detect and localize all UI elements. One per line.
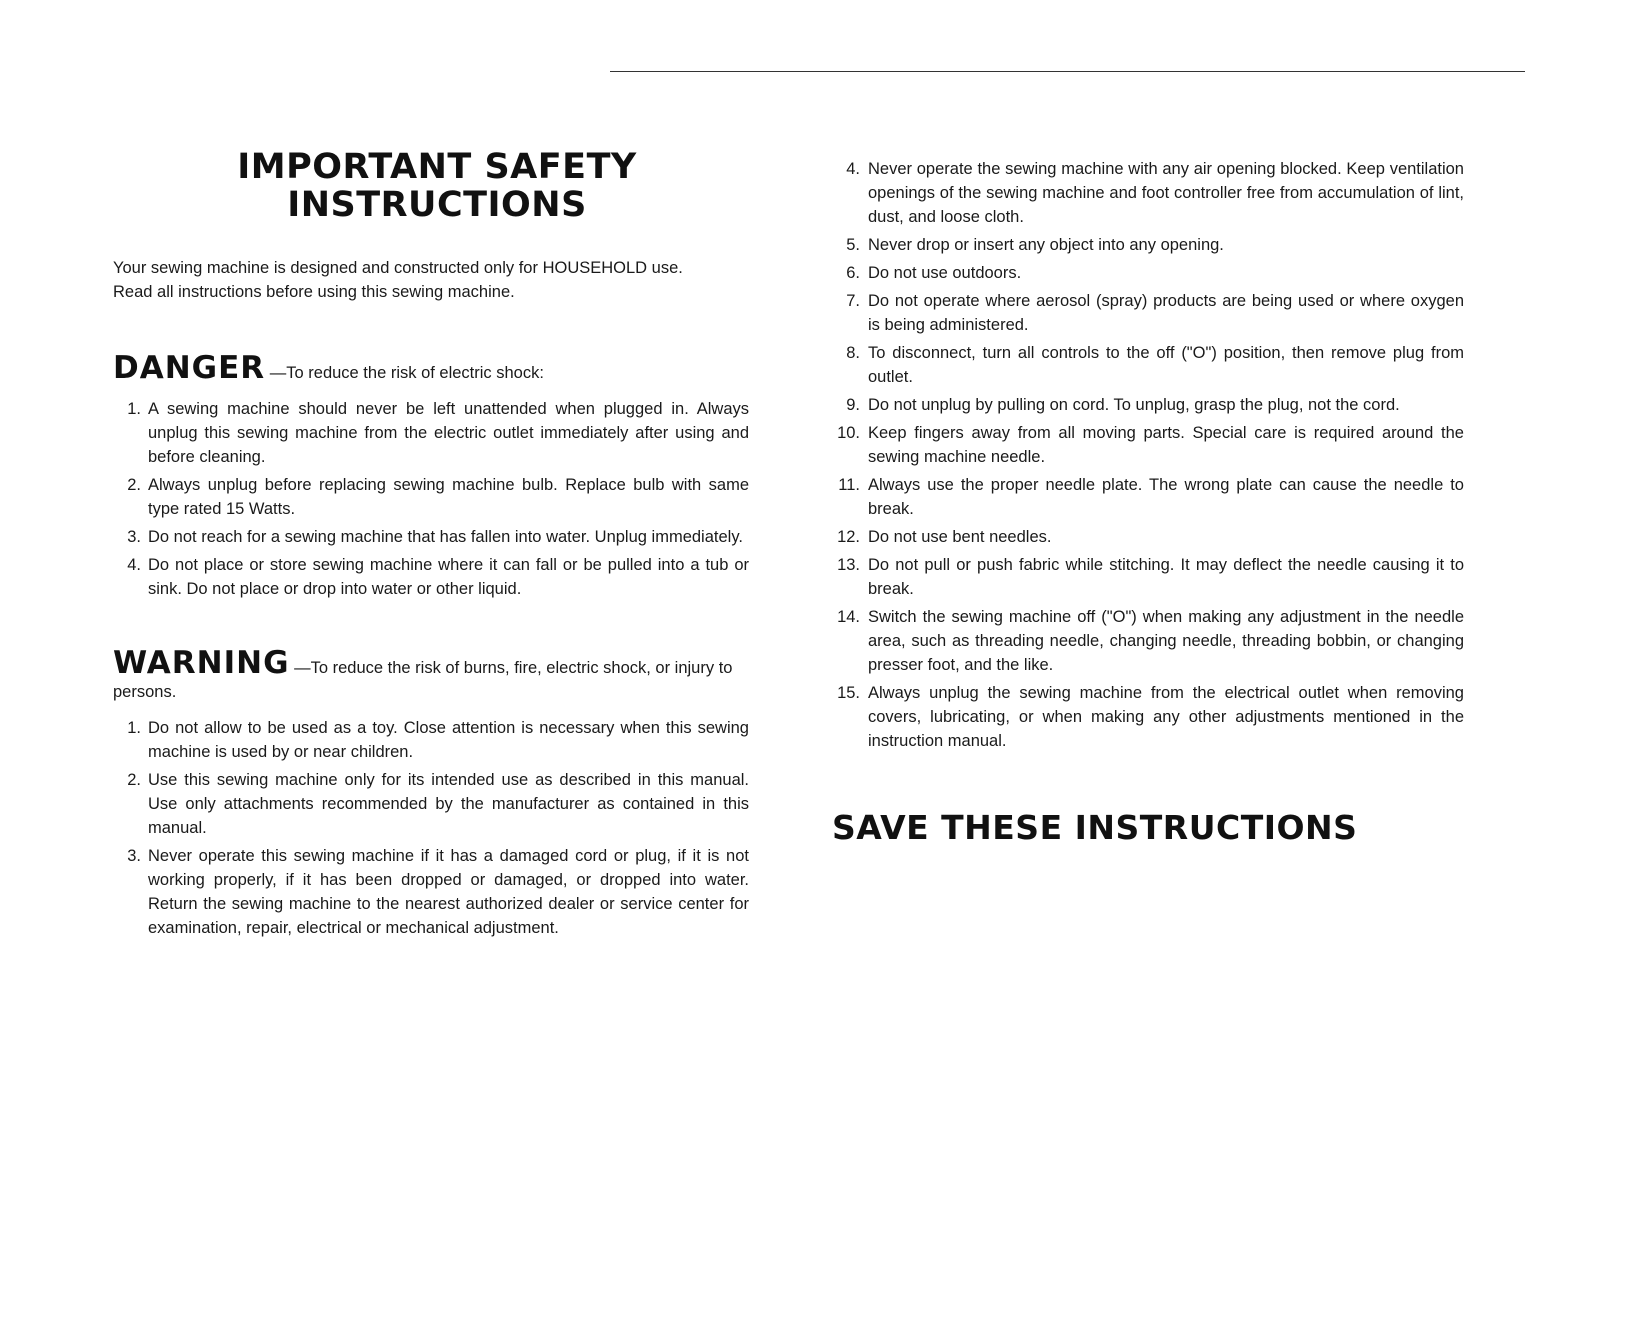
item-text: A sewing machine should never be left unattended when plugged in. Always unplug this sewing machine from the electric outlet immediately after using and before cleaning. [148, 400, 749, 466]
warning-word: WARNING [113, 645, 290, 681]
item-text: Do not place or store sewing machine where it can fall or be pulled into a tub or sink. Do not place or drop into water or other liquid. [148, 556, 749, 598]
list-item [113, 716, 749, 764]
title-line-1: IMPORTANT SAFETY [237, 147, 637, 187]
list-item [832, 605, 1464, 677]
danger-heading [113, 350, 749, 386]
warning-heading [113, 645, 749, 704]
item-text: Do not unplug by pulling on cord. To unplug, grasp the plug, not the cord. [868, 396, 1400, 414]
item-number: 5. [846, 236, 860, 254]
item-text: Always unplug the sewing machine from the electrical outlet when removing covers, lubricating, or when making any other adjustments mentioned in the instruction manual. [868, 684, 1464, 750]
item-text: Always unplug before replacing sewing machine bulb. Replace bulb with same type rated 15 Watts. [148, 476, 749, 518]
item-number: 11. [838, 476, 860, 494]
item-text: To disconnect, turn all controls to the off ("O") position, then remove plug from outlet. [868, 344, 1464, 386]
item-number: 14. [837, 608, 860, 626]
item-text: Do not allow to be used as a toy. Close attention is necessary when this sewing machine is used by or near children. [148, 719, 749, 761]
item-number: 13. [837, 556, 860, 574]
item-text: Do not reach for a sewing machine that has fallen into water. Unplug immediately. [148, 528, 743, 546]
continued-list [832, 157, 1464, 753]
item-number: 3. [127, 528, 141, 546]
item-number: 3. [127, 847, 141, 865]
intro-line-1: Your sewing machine is designed and constructed only for HOUSEHOLD use. [113, 259, 683, 277]
save-instructions-heading: SAVE THESE INSTRUCTIONS [832, 808, 1358, 847]
page-title [125, 148, 749, 224]
intro-paragraph [113, 256, 749, 304]
item-number: 1. [127, 400, 141, 418]
item-number: 12. [837, 528, 860, 546]
item-text: Do not use outdoors. [868, 264, 1022, 282]
list-item [832, 261, 1464, 285]
warning-list [113, 716, 749, 940]
item-number: 4. [127, 556, 141, 574]
item-number: 7. [846, 292, 860, 310]
item-number: 15. [837, 684, 860, 702]
list-item [113, 473, 749, 521]
list-item [832, 157, 1464, 229]
item-text: Never drop or insert any object into any opening. [868, 236, 1224, 254]
item-number: 8. [846, 344, 860, 362]
list-item [832, 525, 1464, 549]
list-item [832, 681, 1464, 753]
title-line-2: INSTRUCTIONS [287, 185, 587, 225]
list-item [832, 421, 1464, 469]
list-item [113, 525, 749, 549]
right-column [832, 157, 1464, 847]
list-item [832, 553, 1464, 601]
item-number: 1. [127, 719, 141, 737]
item-number: 10. [837, 424, 860, 442]
item-text: Switch the sewing machine off ("O") when making any adjustment in the needle area, such as threading needle, changing needle, threading bobbin, or changing presser foot, and the like. [868, 608, 1464, 674]
list-item [832, 473, 1464, 521]
intro-line-2: Read all instructions before using this sewing machine. [113, 283, 515, 301]
item-number: 9. [846, 396, 860, 414]
item-text: Always use the proper needle plate. The wrong plate can cause the needle to break. [868, 476, 1464, 518]
item-text: Do not operate where aerosol (spray) products are being used or where oxygen is being administered. [868, 292, 1464, 334]
item-text: Use this sewing machine only for its intended use as described in this manual. Use only attachments recommended by the manufacturer as contained in this manual. [148, 771, 749, 837]
list-item [113, 844, 749, 940]
danger-list [113, 397, 749, 601]
item-text: Never operate this sewing machine if it has a damaged cord or plug, if it is not working properly, if it has been dropped or damaged, or dropped into water. Return the sewing machine to the nearest authorized dealer or service center for examination, repair, electrical or mechanical adjustment. [148, 847, 749, 937]
left-column [113, 148, 749, 944]
list-item [113, 553, 749, 601]
item-number: 2. [127, 771, 141, 789]
list-item [113, 397, 749, 469]
warning-subtitle: —To reduce the risk of burns, fire, electric shock, or injury to persons. [113, 659, 733, 701]
list-item [113, 768, 749, 840]
item-number: 6. [846, 264, 860, 282]
item-number: 4. [846, 160, 860, 178]
list-item [832, 341, 1464, 389]
item-text: Never operate the sewing machine with any air opening blocked. Keep ventilation openings of the sewing machine and foot controller free from accumulation of lint, dust, and loose cloth. [868, 160, 1464, 226]
list-item [832, 289, 1464, 337]
list-item [832, 233, 1464, 257]
item-text: Keep fingers away from all moving parts. Special care is required around the sewing machine needle. [868, 424, 1464, 466]
danger-word: DANGER [113, 350, 266, 386]
item-text: Do not pull or push fabric while stitching. It may deflect the needle causing it to break. [868, 556, 1464, 598]
list-item [832, 393, 1464, 417]
item-text: Do not use bent needles. [868, 528, 1052, 546]
danger-subtitle: —To reduce the risk of electric shock: [265, 364, 544, 382]
item-number: 2. [127, 476, 141, 494]
top-rule [610, 71, 1525, 72]
